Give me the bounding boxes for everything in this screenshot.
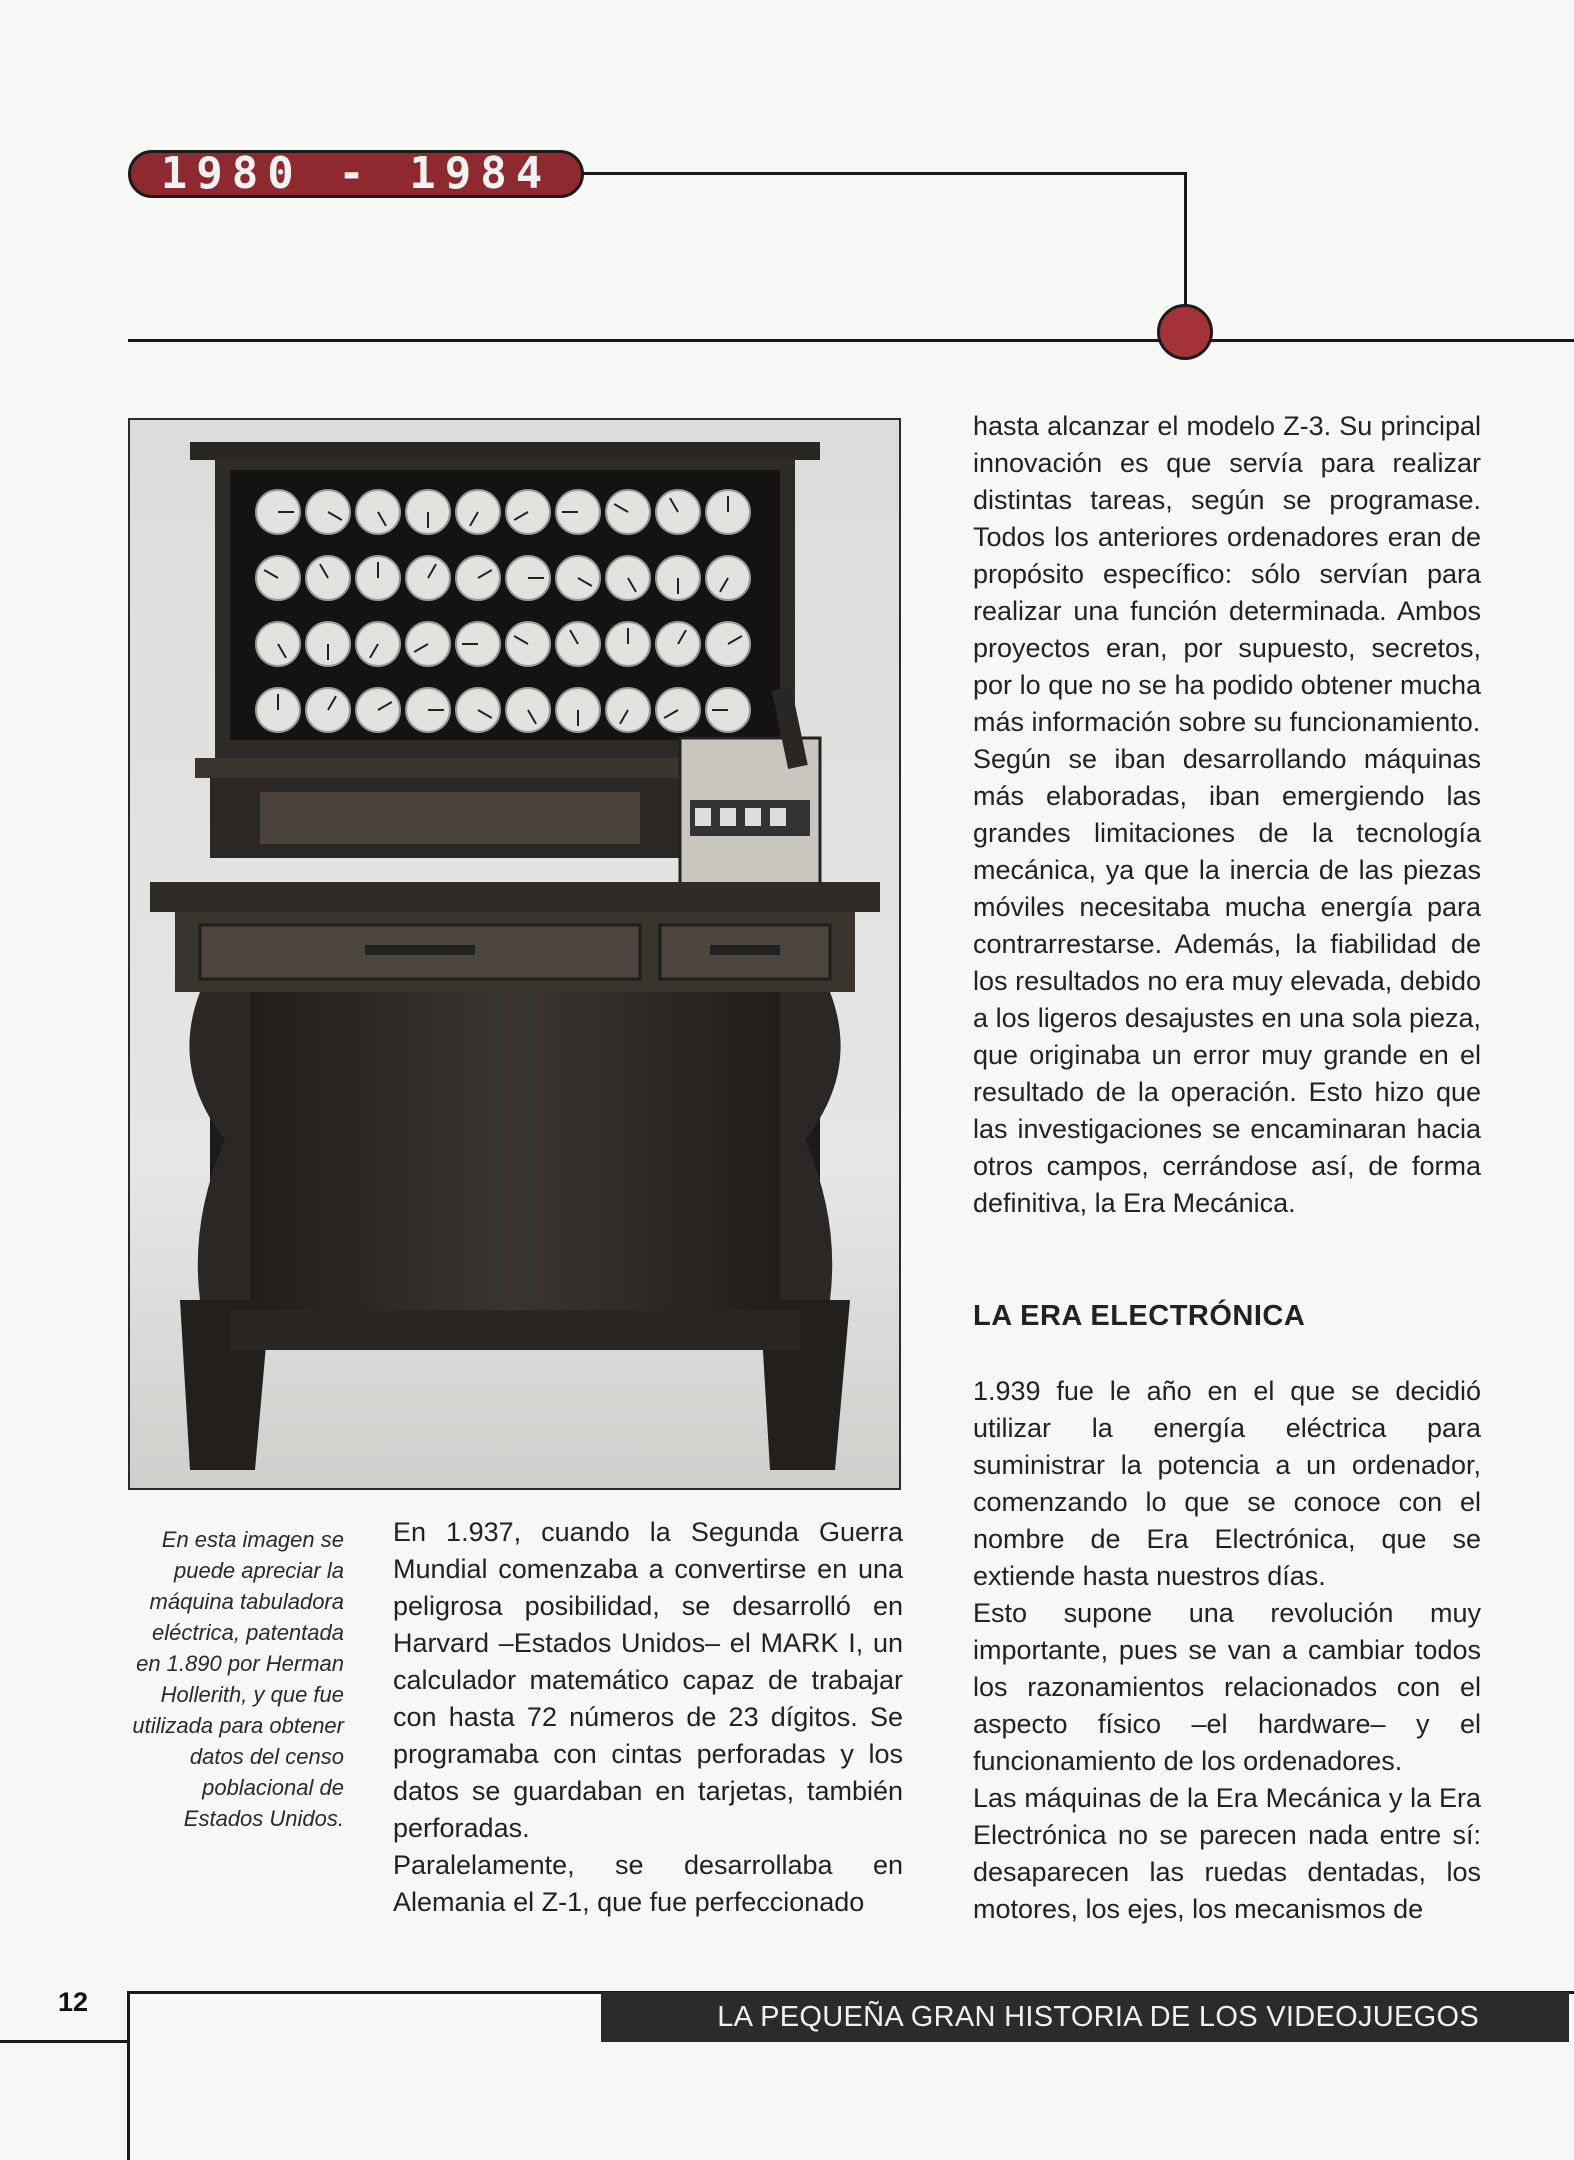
right-column-top — [973, 408, 1481, 1222]
header-rule-top — [582, 172, 1187, 175]
right-paragraph-3: 1.939 fue le año en el que se decidió utilizar la energía eléctrica para suministrar la potencia a un ordenador, comenzando lo que se conoce con el nombre de Era Electrónica, que se extiende hasta nuestros días. — [973, 1376, 1481, 1591]
header-rule-horizontal — [128, 339, 1574, 342]
book-title-bar: LA PEQUEÑA GRAN HISTORIA DE LOS VIDEOJUEGOS — [601, 1992, 1569, 2042]
tabulating-machine-illustration — [130, 420, 899, 1488]
middle-paragraph-1: En 1.937, cuando la Segunda Guerra Mundial comenzaba a convertirse en una peligrosa posibilidad, se desarrolló en Harvard –Estados Unidos– el MARK I, un calculador matemático capaz de trabajar con hasta 72 números de 23 dígitos. Se programaba con cintas perforadas y los datos se guardaban en tarjetas, también perforadas. — [393, 1517, 903, 1843]
right-paragraph-2: Según se iban desarrollando máquinas más elaboradas, iban emergiendo las grandes limitaciones de la tecnología mecánica, ya que la inercia de las piezas móviles necesitaba mucha energía para contrarrestarse. Además, la fiabilidad de los resultados no era muy elevada, debido a los ligeros desajustes en una sola pieza, que originaba un error muy grande en el resultado de la operación. Esto hizo que las investigaciones se encaminaran hacia otros campos, cerrándose así, de forma definitiva, la Era Mecánica. — [973, 744, 1481, 1218]
right-column-bottom — [973, 1373, 1481, 1928]
timeline-dot-icon — [1157, 304, 1213, 360]
page-number: 12 — [58, 1987, 89, 2017]
middle-paragraph-2: Paralelamente, se desarrollaba en Alemania el Z-1, que fue perfeccionado — [393, 1850, 903, 1917]
photo-caption: En esta imagen se puede apreciar la máquina tabuladora eléctrica, patentada en 1.890 por Herman Hollerith, y que fue utilizada para obtener datos del censo poblacional de Estados Unidos. — [132, 1527, 344, 1831]
right-paragraph-1: hasta alcanzar el modelo Z-3. Su principal innovación es que servía para realizar distintas tareas, según se programase. Todos los anteriores ordenadores eran de propósito específico: sólo servían para realizar una función determinada. Ambos proyectos eran, por supuesto, secretos, por lo que no se ha podido obtener mucha más información sobre su funcionamiento. — [973, 411, 1481, 737]
right-paragraph-5: Las máquinas de la Era Mecánica y la Era Electrónica no se parecen nada entre sí: desaparecen las ruedas dentadas, los motores, los ejes, los mecanismos de — [973, 1783, 1481, 1924]
footer-rule-vertical — [127, 1991, 130, 2160]
tabulating-machine-photo — [128, 418, 901, 1490]
middle-column — [393, 1514, 903, 1921]
right-paragraph-4: Esto supone una revolución muy importante, pues se van a cambiar todos los razonamientos relacionados con el aspecto físico –el hardware– y el funcionamiento de los ordenadores. — [973, 1598, 1481, 1776]
footer-rule-left — [0, 2040, 130, 2043]
header-rule-vertical — [1184, 172, 1187, 306]
period-badge: 1980 - 1984 — [128, 150, 584, 198]
section-heading: LA ERA ELECTRÓNICA — [973, 1300, 1306, 1332]
